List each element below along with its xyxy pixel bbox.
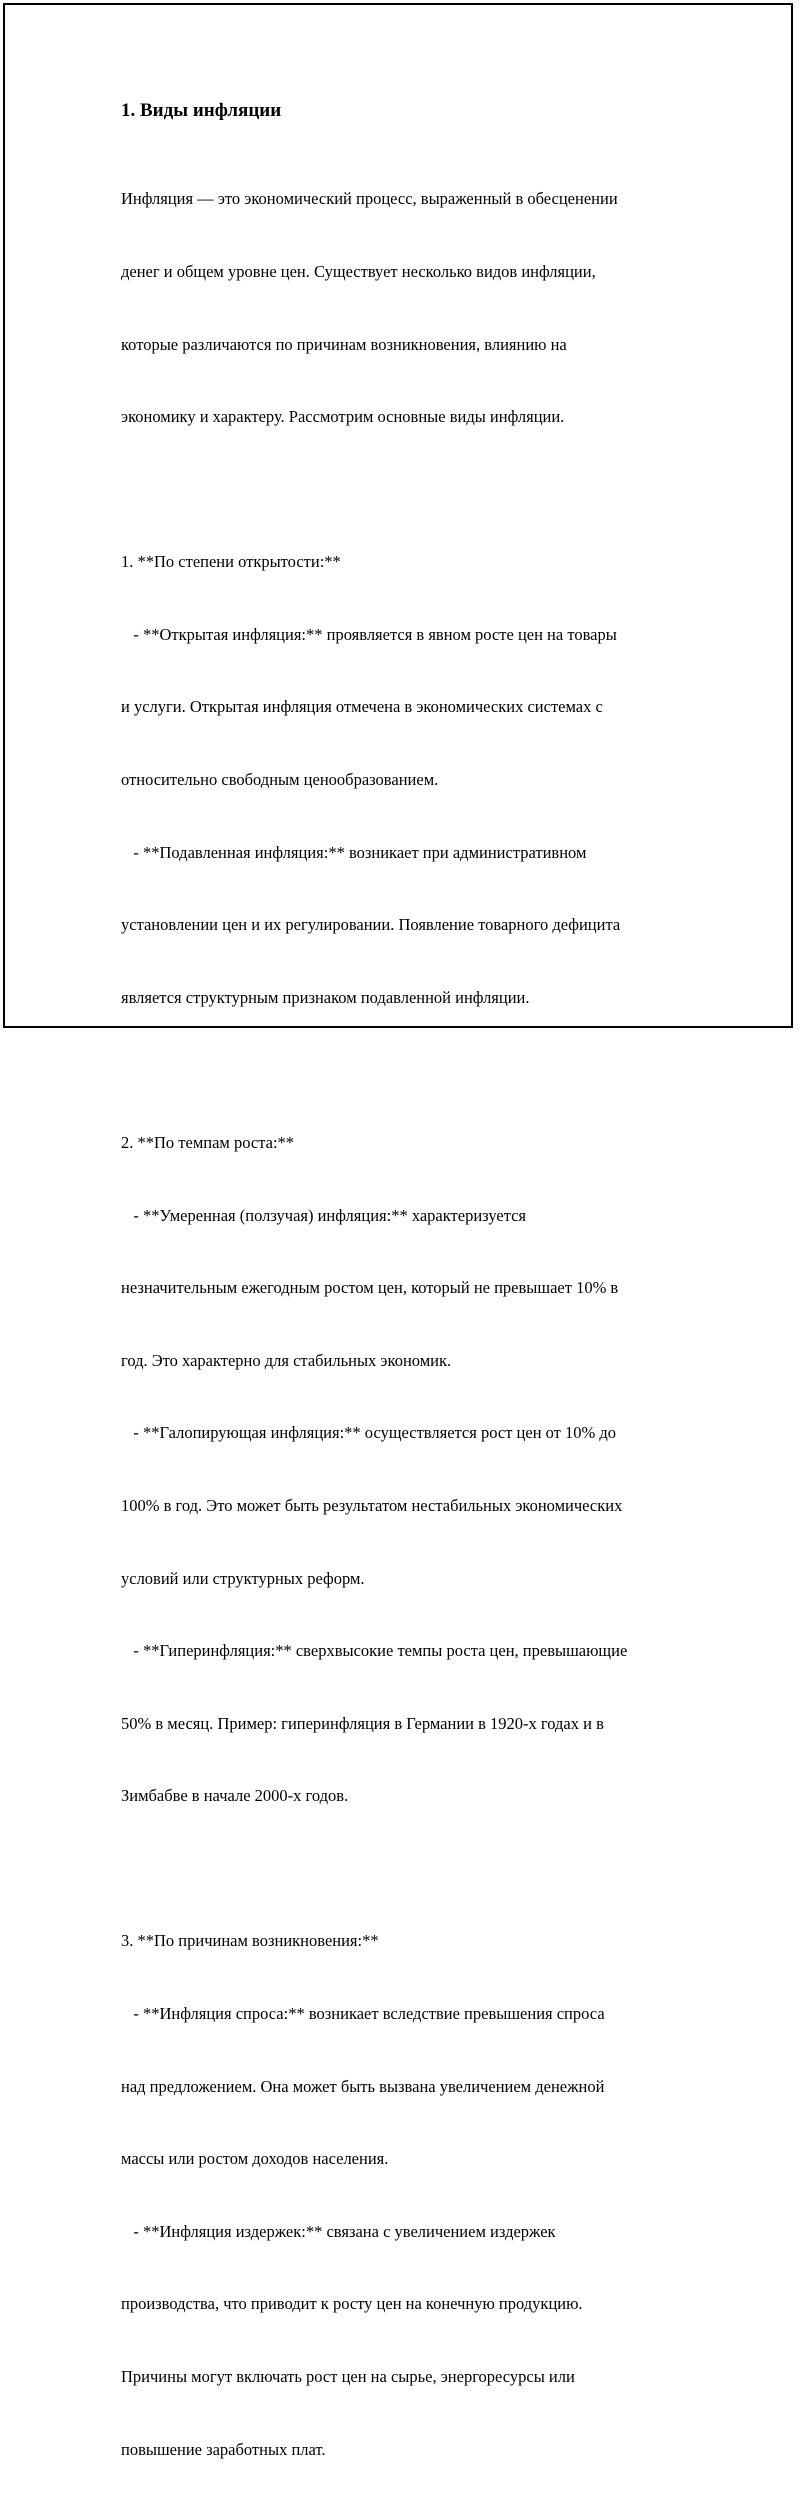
section-line: - **Умеренная (ползучая) инфляция:** характеризуется [121, 1205, 527, 1225]
section-line: относительно свободным ценообразованием. [121, 770, 439, 790]
section-causes [121, 1881, 701, 2510]
page-frame [3, 3, 793, 2459]
section-line: и услуги. Открытая инфляция отмечена в экономических системах с [121, 697, 603, 717]
section-line: является структурным признаком подавленной инфляции. [121, 987, 530, 1007]
section-line: незначительным ежегодным ростом цен, который не превышает 10% в [121, 1278, 619, 1298]
section-heading: 2. **По темпам роста:** [121, 1132, 295, 1152]
section-heading: 1. **По степени открытости:** [121, 552, 341, 572]
section-line: условий или структурных реформ. [121, 1568, 365, 1588]
section-line: - **Гиперинфляция:** сверхвысокие темпы роста цен, превышающие [121, 1641, 628, 1661]
intro-line: Инфляция — это экономический процесс, выраженный в обесценении [121, 189, 618, 209]
section-line: год. Это характерно для стабильных экономик. [121, 1350, 452, 1370]
section-heading: 3. **По причинам возникновения:** [121, 1931, 379, 1951]
section-line: производства, что приводит к росту цен на конечную продукцию. [121, 2294, 583, 2314]
section-line: повышение заработных плат. [121, 2439, 326, 2459]
section-line: 50% в месяц. Пример: гиперинфляция в Германии в 1920-х годах и в [121, 1713, 604, 1733]
section-line: 100% в год. Это может быть результатом нестабильных экономических [121, 1495, 623, 1515]
section-line: - **Инфляция издержек:** связана с увеличением издержек [121, 2221, 556, 2241]
section-line: Зимбабве в начале 2000-х годов. [121, 1786, 349, 1806]
section-openness [121, 502, 701, 1059]
document-title: 1. Виды инфляции [121, 100, 282, 121]
section-line: - **Открытая инфляция:** проявляется в явном росте цен на товары [121, 624, 617, 644]
section-line: массы или ростом доходов населения. [121, 2149, 389, 2169]
section-line: Причины могут включать рост цен на сырье, энергоресурсы или [121, 2367, 575, 2387]
section-growth-rate [121, 1083, 701, 1858]
section-line: - **Подавленная инфляция:** возникает при административном [121, 842, 587, 862]
intro-line: которые различаются по причинам возникновения, влиянию на [121, 334, 567, 354]
section-line: - **Галопирующая инфляция:** осуществляется рост цен от 10% до [121, 1423, 617, 1443]
section-line: над предложением. Она может быть вызвана увеличением денежной [121, 2076, 605, 2096]
intro-line: денег и общем уровне цен. Существует несколько видов инфляции, [121, 262, 596, 282]
section-line: - **Инфляция спроса:** возникает вследствие превышения спроса [121, 2004, 605, 2024]
intro-line: экономику и характеру. Рассмотрим основные виды инфляции. [121, 407, 565, 427]
intro-paragraph [121, 139, 701, 478]
document-body [121, 97, 701, 2510]
section-line: установлении цен и их регулировании. Появление товарного дефицита [121, 915, 621, 935]
